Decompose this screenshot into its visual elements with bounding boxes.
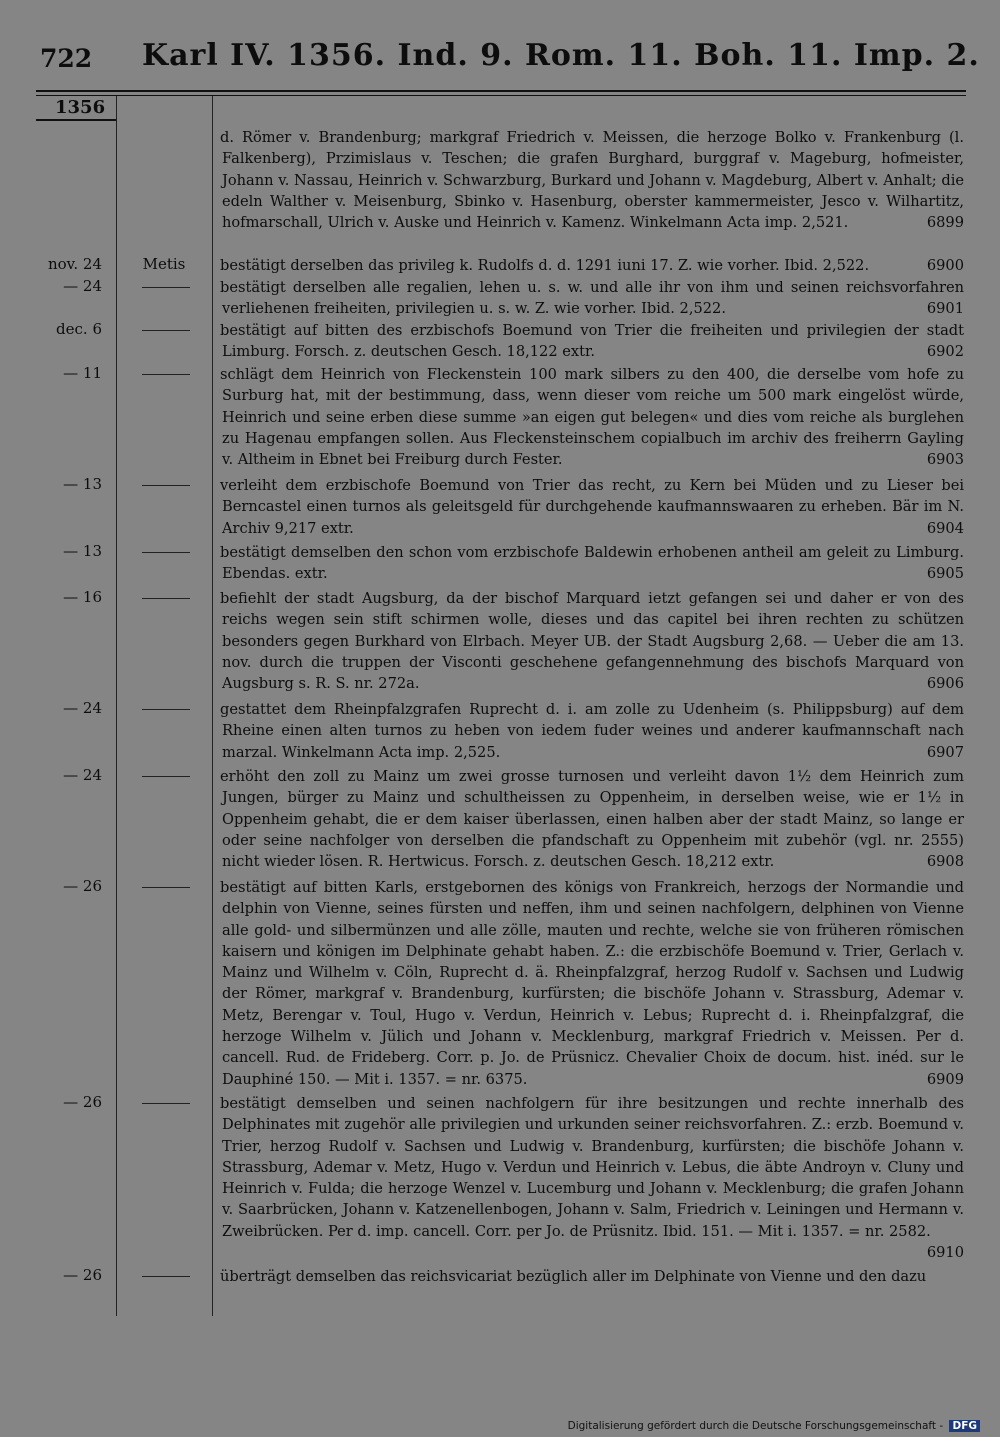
entry-text: befiehlt der stadt Augsburg, da der bischof Marquard ietzt gefangen sei und daher er von des reichs wegen sein stift schirmen wolle, dieses und das capitel bei ihren rechten zu schützen besonders gegen Burkhard von Elrbach. Meyer UB. der Stadt Augsburg 2,68. — Ueber die am 13. nov. durch die truppen der Visconti geschehene gefangennehmung des bischofs Marquard von Augsburg s. R. S. nr. 272a. 6906 bbox=[222, 588, 964, 694]
entry-number: 6909 bbox=[926, 1070, 964, 1088]
same-place-dash bbox=[142, 776, 190, 777]
entry-date: — 24 bbox=[63, 277, 102, 295]
entry-number: 6903 bbox=[926, 451, 964, 469]
same-place-dash bbox=[142, 330, 190, 331]
year-rule bbox=[36, 119, 116, 121]
entry-date: — 16 bbox=[63, 588, 102, 606]
entry-date: — 26 bbox=[63, 1093, 102, 1111]
dfg-logo: DFG bbox=[949, 1420, 980, 1432]
entry-text: erhöht den zoll zu Mainz um zwei grosse turnosen und verleiht davon 1½ dem Heinrich zum Jungen, bürger zu Mainz und schultheissen zu Oppenheim, in derselben weise, wie er 1½ in Oppenheim gehabt, die er dem kaiser überlassen, einen halben aber der stadt Mainz, so lange er oder seine nachfolger von derselben die pfandschaft zu Oppenheim mit zubehör (vgl. nr. 2555) nicht wieder lösen. R. Hertwicus. Forsch. z. deutschen Gesch. 18,212 extr. 6908 bbox=[222, 766, 964, 872]
place-column-divider bbox=[212, 96, 213, 1316]
entry-date: dec. 6 bbox=[56, 320, 102, 338]
entry-text: d. Römer v. Brandenburg; markgraf Friedrich v. Meissen, die herzoge Bolko v. Frankenburg (l. Falkenberg), Przimislaus v. Teschen; die grafen Burghard, burggraf v. Mageburg, hofmeister, Johann v. Nassau, Heinrich v. Schwarzburg, Burkard und Johann v. Magdeburg, Albert v. Anhalt; die edeln Walther v. Meisenburg, Sbinko v. Hasenburg, oberster kammermeister, Jesco v. Wilhartitz, hofmarschall, Ulrich v. Auske und Heinrich v. Kamenz. Winkelmann Acta imp. 2,521. 6899 bbox=[222, 127, 964, 233]
entry-text: gestattet dem Rheinpfalzgrafen Ruprecht d. i. am zolle zu Udenheim (s. Philippsburg) auf dem Rheine einen alten turnos zu heben von iedem fuder weines und anderer kaufmannschaft nach marzal. Winkelmann Acta imp. 2,525. 6907 bbox=[222, 699, 964, 763]
same-place-dash bbox=[142, 1103, 190, 1104]
entry-text: bestätigt auf bitten des erzbischofs Boemund von Trier die freiheiten und privilegien der stadt Limburg. Forsch. z. deutschen Gesch. 18,122 extr. 6902 bbox=[222, 320, 964, 363]
entry-text: bestätigt auf bitten Karls, erstgebornen des königs von Frankreich, herzogs der Normandie und delphin von Vienne, seines fürsten und neffen, ihm und seinen nachfolgern, delphinen von Vienne alle gold- und silbermünzen und alle zölle, mauten und rechte, welche sie von früheren römischen kaisern und königen im Delphinate gehabt haben. Z.: die erzbischöfe Boemund v. Trier, Gerlach v. Mainz und Wilhelm v. Cöln, Ruprecht d. ä. Rheinpfalzgraf, herzog Rudolf v. Sachsen und Ludwig der Römer, markgraf v. Brandenburg, kurfürsten; die bischöfe Johann v. Strassburg, Ademar v. Metz, Berengar v. Toul, Hugo v. Verdun, Heinrich v. Lebus; Ruprecht d. i. Rheinpfalzgraf, die herzoge Wilhelm v. Jülich und Johann v. Mecklenburg, markgraf Friedrich v. Meissen. Per d. cancell. Rud. de Frideberg. Corr. p. Jo. de Prüsnicz. Chevalier Choix de docum. hist. inéd. sur le Dauphiné 150. — Mit i. 1357. = nr. 6375. 6909 bbox=[222, 877, 964, 1090]
entry-date: — 13 bbox=[63, 475, 102, 493]
entry-number: 6902 bbox=[926, 343, 964, 361]
same-place-dash bbox=[142, 709, 190, 710]
same-place-dash bbox=[142, 598, 190, 599]
page-header bbox=[40, 38, 980, 88]
entry-text: bestätigt derselben alle regalien, lehen u. s. w. und alle ihr von ihm und seinen reichsvorfahren verliehenen freiheiten, privilegien u. s. w. Z. wie vorher. Ibid. 2,522. 6901 bbox=[222, 277, 964, 320]
entry-date: — 26 bbox=[63, 877, 102, 895]
entry-number: 6905 bbox=[926, 565, 964, 583]
year-heading: 1356 bbox=[55, 97, 106, 118]
same-place-dash bbox=[142, 1276, 190, 1277]
entry-number: 6901 bbox=[926, 300, 964, 318]
running-title: Karl IV. 1356. Ind. 9. Rom. 11. Boh. 11. Imp. 2. bbox=[142, 38, 980, 73]
header-rule-thin bbox=[36, 95, 966, 96]
entry-text: bestätigt demselben und seinen nachfolgern für ihre besitzungen und rechte innerhalb des Delphinates mit zugehör alle privilegien und urkunden seiner reichsvorfahren. Z.: erzb. Boemund v. Trier, herzog Rudolf v. Sachsen und Ludwig v. Brandenburg, kurfürsten; die bischöfe Johann v. Strassburg, Ademar v. Metz, Hugo v. Verdun und Heinrich v. Lebus, die äbte Androyn v. Cluny und Heinrich v. Fulda; die herzoge Wenzel v. Lucemburg und Johann v. Mecklenburg; die grafen Johann v. Saarbrücken, Johann v. Katzenellenbogen, Johann v. Salm, Friedrich v. Leiningen und Hermann v. Zweibrücken. Per d. imp. cancell. Corr. per Jo. de Prüsnitz. Ibid. 151. — Mit i. 1357. = nr. 2582. 6910 bbox=[222, 1093, 964, 1263]
date-column-divider bbox=[116, 96, 117, 1316]
entry-text: bestätigt demselben den schon vom erzbischofe Baldewin erhobenen antheil am geleit zu Limburg. Ebendas. extr. 6905 bbox=[222, 542, 964, 585]
entry-date: nov. 24 bbox=[47, 255, 102, 273]
same-place-dash bbox=[142, 887, 190, 888]
entry-date: — 11 bbox=[63, 364, 102, 382]
entry-text: überträgt demselben das reichsvicariat bezüglich aller im Delphinate von Vienne und den dazu bbox=[220, 1268, 927, 1285]
entry-date: — 24 bbox=[63, 766, 102, 784]
entry-number: 6899 bbox=[926, 214, 964, 232]
page-number: 722 bbox=[40, 44, 93, 73]
entry-date: — 26 bbox=[63, 1266, 102, 1284]
entry-date: — 24 bbox=[63, 699, 102, 717]
entry-number: 6900 bbox=[926, 257, 964, 274]
header-rule bbox=[36, 90, 966, 92]
entry-number: 6906 bbox=[926, 675, 964, 693]
footer-text: Digitalisierung gefördert durch die Deutsche Forschungsgemeinschaft - bbox=[567, 1420, 944, 1432]
entry-text: verleiht dem erzbischofe Boemund von Trier das recht, zu Kern bei Müden und zu Lieser bei Berncastel einen turnos als geleitsgeld für durchgehende kaufmannswaaren zu erheben. Bär im N. Archiv 9,217 extr. 6904 bbox=[222, 475, 964, 539]
entry-place: Metis bbox=[142, 255, 186, 273]
same-place-dash bbox=[142, 287, 190, 288]
entry-text: bestätigt derselben das privileg k. Rudolfs d. d. 1291 iuni 17. Z. wie vorher. Ibid. 2,522. 6900 bbox=[222, 255, 964, 276]
entry-number: 6904 bbox=[926, 519, 964, 537]
same-place-dash bbox=[142, 374, 190, 375]
entry-number: 6907 bbox=[926, 743, 964, 761]
entry-number: 6908 bbox=[926, 853, 964, 871]
page-footer bbox=[568, 1420, 980, 1432]
same-place-dash bbox=[142, 485, 190, 486]
entry-date: — 13 bbox=[63, 542, 102, 560]
entry-number: 6910 bbox=[926, 1244, 964, 1262]
entry-text: schlägt dem Heinrich von Fleckenstein 100 mark silbers zu den 400, die derselbe vom hofe zu Surburg hat, mit der bestimmung, dass, wenn dieser vom reiche um 500 mark eingelöst würde, Heinrich und seine erben diese summe »an eigen gut belegen« und dies vom reiche als burglehen zu Hagenau empfangen sollen. Aus Fleckensteinschem copialbuch im archiv des freiherrn Gayling v. Altheim in Ebnet bei Freiburg durch Fester. 6903 bbox=[222, 364, 964, 470]
same-place-dash bbox=[142, 552, 190, 553]
